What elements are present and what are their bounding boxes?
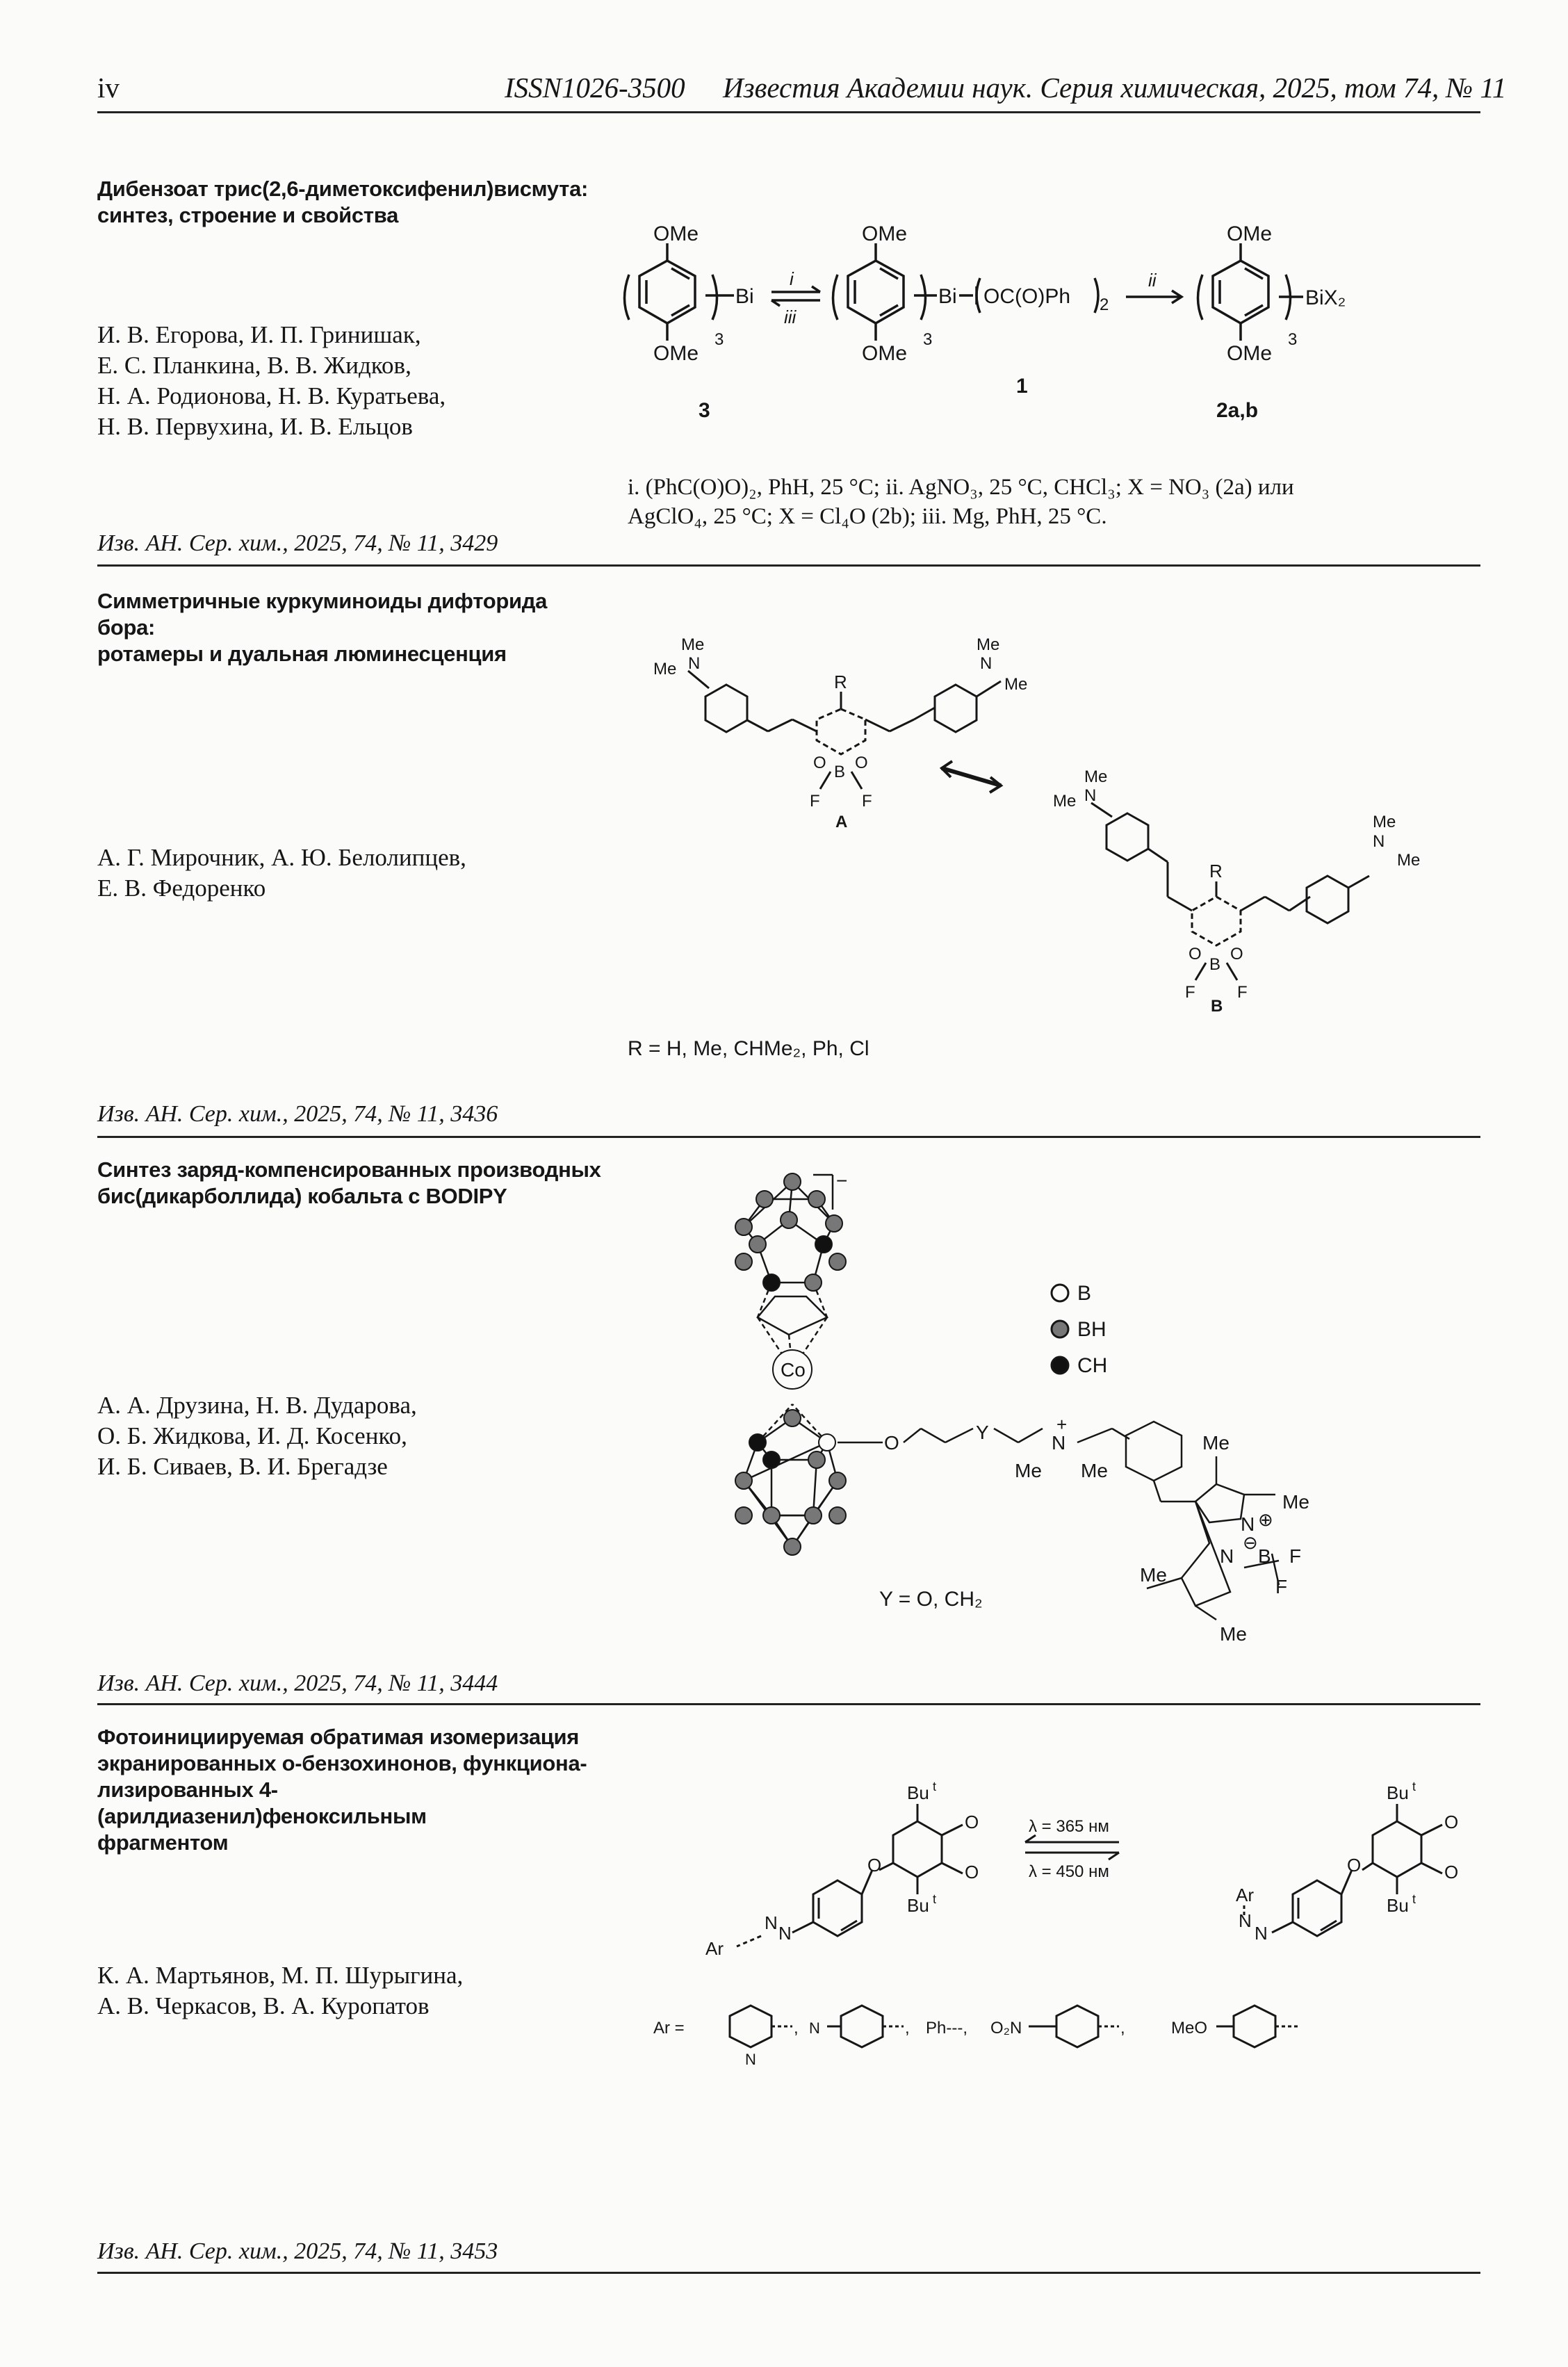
me-label: Me bbox=[977, 635, 1000, 654]
f-label: F bbox=[1185, 983, 1195, 1002]
t-superscript: t bbox=[933, 1892, 937, 1906]
f-label: F bbox=[1289, 1545, 1302, 1567]
section-rule bbox=[97, 1136, 1480, 1138]
lambda-365-label: λ = 365 нм bbox=[1029, 1817, 1109, 1836]
subscript-2: 2 bbox=[1100, 295, 1109, 314]
article-4-citation: Изв. АН. Сер. хим., 2025, 74, № 11, 3453 bbox=[97, 2238, 498, 2264]
methoxy-label: MeO bbox=[1171, 2019, 1208, 2037]
title-line: Симметричные куркуминоиды дифторида бора: bbox=[97, 589, 548, 640]
me-label: Me bbox=[681, 635, 705, 654]
n-label: N bbox=[1052, 1432, 1066, 1454]
legend-filled-circle bbox=[1052, 1357, 1068, 1374]
title-line: синтез, строение и свойства bbox=[97, 203, 399, 227]
article-3-title bbox=[97, 1157, 605, 1210]
author-line: Н. А. Родионова, Н. В. Куратьева, bbox=[97, 382, 446, 409]
ar-label: Ar bbox=[705, 1938, 724, 1959]
n-label: N bbox=[688, 654, 701, 673]
me-label: Me bbox=[653, 660, 677, 678]
legend-ch-label: CH bbox=[1077, 1354, 1108, 1377]
phenyl-label: Ph---, bbox=[926, 2019, 967, 2037]
rotamer-a-label: A bbox=[835, 813, 848, 831]
ome-label: OMe bbox=[862, 222, 908, 245]
o-label: O bbox=[884, 1432, 899, 1454]
cobalt-label: Co bbox=[781, 1359, 806, 1381]
me-label: Me bbox=[1004, 675, 1028, 694]
title-line: Синтез заряд-компенсированных производных bbox=[97, 1157, 601, 1182]
b-label: B bbox=[834, 763, 846, 781]
step-iii-label: iii bbox=[784, 307, 797, 327]
o-label: O bbox=[1444, 1862, 1459, 1882]
charge-label: − bbox=[836, 1170, 848, 1191]
author-line: А. В. Черкасов, В. А. Куропатов bbox=[97, 1992, 430, 2019]
n-label: N bbox=[765, 1912, 778, 1933]
r-label: R bbox=[834, 672, 847, 692]
section-rule bbox=[97, 1703, 1480, 1705]
article-2-authors bbox=[97, 843, 639, 904]
article-2-title bbox=[97, 588, 605, 667]
n-label: N bbox=[1241, 1513, 1255, 1535]
f-label: F bbox=[1237, 983, 1248, 1002]
y-definition: Y = O, CH₂ bbox=[879, 1588, 983, 1611]
o-label: O bbox=[1230, 945, 1243, 963]
legend-b-label: B bbox=[1077, 1282, 1092, 1305]
ar-label: Ar bbox=[1236, 1885, 1254, 1905]
author-line: А. А. Друзина, Н. В. Дударова, bbox=[97, 1392, 417, 1419]
me-label: Me bbox=[1053, 792, 1077, 811]
o-label: O bbox=[867, 1855, 882, 1876]
f-label: F bbox=[862, 792, 872, 811]
compound-1-label: 1 bbox=[1016, 375, 1028, 398]
n-label: N bbox=[1373, 832, 1385, 851]
legend-bh-label: BH bbox=[1077, 1318, 1106, 1341]
t-superscript: t bbox=[933, 1780, 937, 1793]
y-label: Y bbox=[976, 1422, 989, 1443]
caption-line: AgClO₄, 25 °C; X = Cl₄O (2b); iii. Mg, PhH, 25 °C. bbox=[628, 504, 1107, 529]
comma: , bbox=[794, 2019, 799, 2037]
bix2-label: BiX₂ bbox=[1305, 286, 1346, 309]
author-line: О. Б. Жидкова, И. Д. Косенко, bbox=[97, 1422, 407, 1449]
n-label: N bbox=[1239, 1910, 1252, 1931]
but-label: Bu bbox=[907, 1782, 929, 1803]
me-label: Me bbox=[1084, 767, 1108, 786]
title-line: ротамеры и дуальная люминесценция bbox=[97, 642, 507, 666]
ome-label: OMe bbox=[1227, 222, 1273, 245]
bi-label: Bi bbox=[735, 285, 754, 308]
ome-label: OMe bbox=[653, 342, 699, 365]
o-label: O bbox=[965, 1812, 979, 1832]
t-superscript: t bbox=[1412, 1780, 1416, 1793]
me-label: Me bbox=[1397, 851, 1421, 870]
article-1-authors bbox=[97, 320, 639, 442]
o-label: O bbox=[1444, 1812, 1459, 1832]
me-label: Me bbox=[1282, 1491, 1309, 1513]
title-line: бис(дикарболлида) кобальта с BODIPY bbox=[97, 1184, 507, 1208]
author-line: Н. В. Первухина, И. В. Ельцов bbox=[97, 413, 413, 440]
title-line: Дибензоат трис(2,6-диметоксифенил)висмута: bbox=[97, 177, 589, 201]
issn: ISSN1026-3500 bbox=[505, 72, 685, 104]
ome-label: OMe bbox=[653, 222, 699, 245]
o-label: O bbox=[855, 754, 868, 772]
o-label: O bbox=[965, 1862, 979, 1882]
author-line: Е. В. Федоренко bbox=[97, 875, 266, 902]
circled-plus-label: ⊕ bbox=[1258, 1509, 1273, 1530]
nitro-label: O₂N bbox=[990, 2019, 1022, 2037]
legend-open-circle bbox=[1052, 1285, 1068, 1301]
n-label: N bbox=[980, 654, 993, 673]
caption-line: i. (PhC(O)O)₂, PhH, 25 °C; ii. AgNO₃, 25 °C, CHCl₃; X = NO₃ (2a) или bbox=[628, 475, 1294, 500]
article-1-title bbox=[97, 176, 605, 229]
compound-3-label: 3 bbox=[699, 399, 710, 422]
but-label: Bu bbox=[1387, 1782, 1409, 1803]
ar-equals-label: Ar = bbox=[653, 2019, 685, 2037]
page-number: iv bbox=[97, 72, 120, 104]
author-line: Е. С. Планкина, В. В. Жидков, bbox=[97, 352, 411, 379]
me-label: Me bbox=[1373, 813, 1396, 831]
title-line: фрагментом bbox=[97, 1830, 229, 1855]
step-i-label: i bbox=[790, 268, 794, 289]
n-label: N bbox=[1084, 786, 1097, 805]
azo-quinone-photoisomerization-scheme bbox=[639, 1766, 1480, 2085]
but-label: Bu bbox=[907, 1895, 929, 1916]
ome-label: OMe bbox=[862, 342, 908, 365]
header-rule bbox=[97, 111, 1480, 113]
article-2-citation: Изв. АН. Сер. хим., 2025, 74, № 11, 3436 bbox=[97, 1101, 498, 1127]
article-3-citation: Изв. АН. Сер. хим., 2025, 74, № 11, 3444 bbox=[97, 1670, 498, 1696]
lambda-450-label: λ = 450 нм bbox=[1029, 1862, 1109, 1881]
me-label: Me bbox=[1015, 1460, 1042, 1481]
o-label: O bbox=[813, 754, 826, 772]
me-label: Me bbox=[1081, 1460, 1108, 1481]
n-label: N bbox=[745, 2051, 756, 2068]
me-label: Me bbox=[1220, 1623, 1247, 1645]
n-label: N bbox=[778, 1923, 792, 1944]
f-label: F bbox=[810, 792, 820, 811]
f-label: F bbox=[1275, 1576, 1288, 1597]
comma: , bbox=[905, 2019, 910, 2037]
author-line: А. Г. Мирочник, А. Ю. Белолипцев, bbox=[97, 844, 466, 871]
cobalt-bisdicarbollide-bodipy-structure bbox=[667, 1168, 1432, 1668]
step-ii-label: ii bbox=[1148, 270, 1157, 291]
article-4-title bbox=[97, 1724, 605, 1856]
me-label: Me bbox=[1140, 1564, 1167, 1586]
ester-label: OC(O)Ph bbox=[983, 285, 1071, 308]
article-4-authors bbox=[97, 1960, 639, 2022]
title-line: экранированных o-бензохинонов, функциона- bbox=[97, 1751, 587, 1775]
article-1-scheme-caption bbox=[628, 473, 1462, 531]
circled-minus-label: ⊖ bbox=[1243, 1532, 1258, 1553]
o-label: O bbox=[1189, 945, 1202, 963]
title-line: Фотоинициируемая обратимая изомеризация bbox=[97, 1725, 580, 1749]
b-label: B bbox=[1258, 1545, 1271, 1567]
author-line: И. Б. Сиваев, В. И. Брегадзе bbox=[97, 1453, 388, 1480]
n-label: N bbox=[809, 2019, 820, 2037]
me-label: Me bbox=[1202, 1432, 1230, 1454]
subscript-3: 3 bbox=[1288, 330, 1298, 349]
article-3-authors bbox=[97, 1390, 639, 1482]
plus-label: + bbox=[1056, 1414, 1068, 1435]
legend-shaded-circle bbox=[1052, 1321, 1068, 1337]
rotamer-b-label: B bbox=[1211, 997, 1223, 1015]
title-line: лизированных 4-(арилдиазенил)феноксильным bbox=[97, 1778, 427, 1828]
subscript-3: 3 bbox=[714, 330, 724, 349]
t-superscript: t bbox=[1412, 1892, 1416, 1906]
o-label: O bbox=[1347, 1855, 1362, 1876]
n-label: N bbox=[1255, 1923, 1268, 1944]
compound-2ab-label: 2a,b bbox=[1216, 399, 1259, 422]
section-rule bbox=[97, 564, 1480, 567]
but-label: Bu bbox=[1387, 1895, 1409, 1916]
author-line: И. В. Егорова, И. П. Гринишак, bbox=[97, 321, 421, 348]
r-substituent-definition: R = H, Me, CHMe₂, Ph, Cl bbox=[628, 1037, 869, 1060]
n-label: N bbox=[1220, 1545, 1234, 1567]
comma: , bbox=[1120, 2019, 1125, 2037]
journal-title: Известия Академии наук. Серия химическая, 2025, том 74, № 11 bbox=[723, 72, 1507, 104]
bismuth-reaction-scheme bbox=[612, 222, 1487, 452]
b-label: B bbox=[1209, 955, 1221, 974]
bi-label: Bi bbox=[938, 285, 957, 308]
author-line: К. А. Мартьянов, М. П. Шурыгина, bbox=[97, 1962, 464, 1989]
curcuminoid-rotamer-scheme bbox=[626, 619, 1473, 1015]
article-1-citation: Изв. АН. Сер. хим., 2025, 74, № 11, 3429 bbox=[97, 530, 498, 556]
subscript-3: 3 bbox=[923, 330, 933, 349]
footer-rule bbox=[97, 2272, 1480, 2274]
ome-label: OMe bbox=[1227, 342, 1273, 365]
r-label: R bbox=[1209, 861, 1223, 881]
